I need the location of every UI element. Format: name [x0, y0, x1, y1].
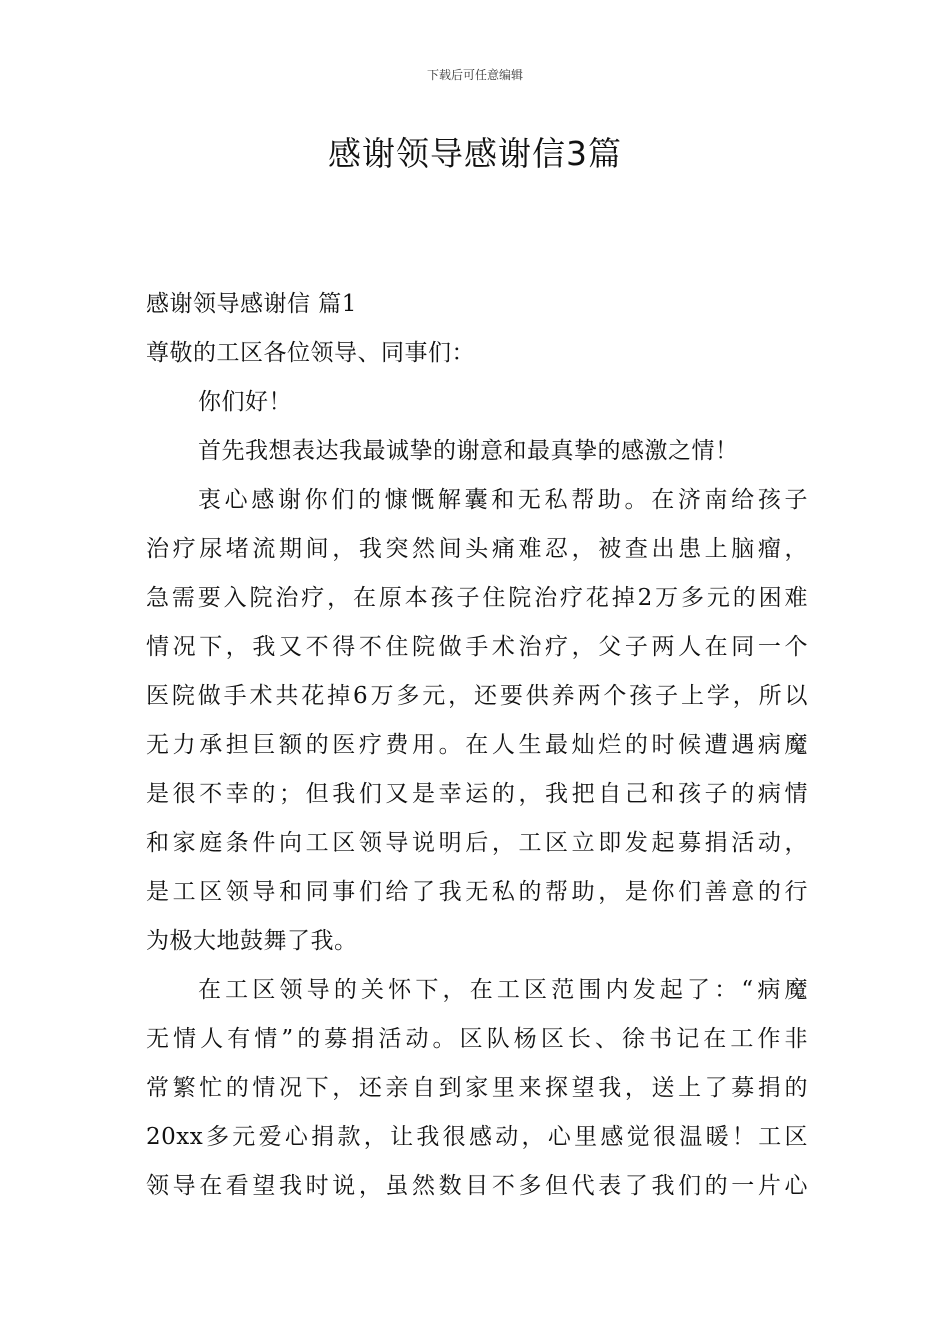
body-line: 急需要入院治疗，在原本孩子住院治疗花掉2万多元的困难 [146, 585, 808, 611]
section-heading: 感谢领导感谢信 篇1 [146, 291, 357, 317]
body-line: 是工区领导和同事们给了我无私的帮助，是你们善意的行 [146, 879, 808, 905]
body-line: 医院做手术共花掉6万多元，还要供养两个孩子上学，所以 [146, 683, 808, 709]
body-line: 为极大地鼓舞了我。 [146, 928, 358, 954]
body-line: 是很不幸的；但我们又是幸运的，我把自己和孩子的病情 [146, 781, 808, 807]
document-title: 感谢领导感谢信3篇 [328, 134, 622, 173]
body-line: 无力承担巨额的医疗费用。在人生最灿烂的时候遭遇病魔 [146, 732, 808, 758]
body-line: 常繁忙的情况下，还亲自到家里来探望我，送上了募捐的 [146, 1075, 808, 1101]
body-line: 情况下，我又不得不住院做手术治疗，父子两人在同一个 [146, 634, 808, 660]
body-line: 20xx多元爱心捐款，让我很感动，心里感觉很温暖！工区 [146, 1124, 808, 1150]
body-line: 领导在看望我时说，虽然数目不多但代表了我们的一片心 [146, 1173, 808, 1199]
body-line: 无情人有情”的募捐活动。区队杨区长、徐书记在工作非 [146, 1026, 808, 1052]
body-line: 治疗尿堵流期间，我突然间头痛难忍，被查出患上脑瘤， [146, 536, 808, 562]
header-note: 下载后可任意编辑 [426, 68, 523, 82]
body-line: 衷心感谢你们的慷慨解囊和无私帮助。在济南给孩子 [198, 487, 808, 513]
salutation: 尊敬的工区各位领导、同事们： [146, 340, 475, 366]
body-line: 首先我想表达我最诚挚的谢意和最真挚的感激之情！ [198, 438, 739, 464]
body-line: 你们好！ [198, 389, 292, 415]
body-line: 在工区领导的关怀下，在工区范围内发起了：“病魔 [198, 977, 808, 1003]
document-body [146, 280, 808, 1211]
body-line: 和家庭条件向工区领导说明后，工区立即发起募捐活动， [146, 830, 808, 856]
